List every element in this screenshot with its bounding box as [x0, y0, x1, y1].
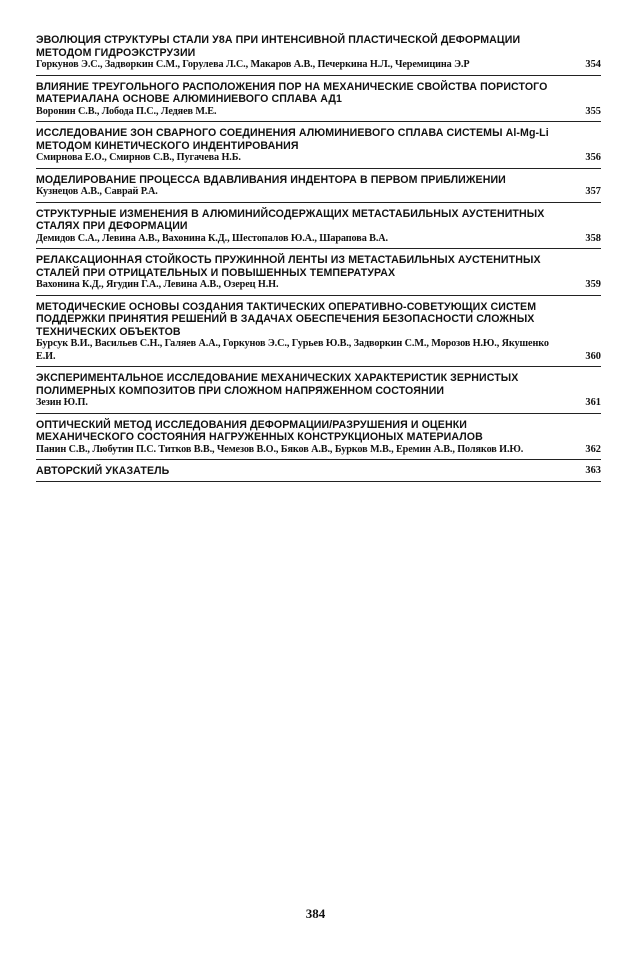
toc-entry: [36, 254, 601, 296]
entry-title: ЭВОЛЮЦИЯ СТРУКТУРЫ СТАЛИ У8А ПРИ ИНТЕНСИВНОЙ ПЛАСТИЧЕСКОЙ ДЕФОРМАЦИИ МЕТОДОМ ГИДРОЭКСТРУЗИИ: [36, 34, 521, 59]
entry-page-number: 354: [585, 59, 601, 70]
entry-authors: Панин С.В., Любутин П.С. Титков В.В., Чемезов В.О., Бяков А.В., Бурков М.В., Еремин А.В., Поляков И.Ю.: [36, 443, 524, 455]
entry-page-number: 362: [585, 443, 601, 455]
entry-page-number: 356: [585, 152, 601, 163]
toc-entry: [36, 419, 601, 461]
entry-title: ИССЛЕДОВАНИЕ ЗОН СВАРНОГО СОЕДИНЕНИЯ АЛЮМИНИЕВОГО СПЛАВА СИСТЕМЫ Al-Mg-Li МЕТОДОМ КИНЕТИЧЕСКОГО ИНДЕНТИРОВАНИЯ: [36, 127, 549, 152]
toc-entry: [36, 465, 601, 482]
toc-entry: [36, 81, 601, 123]
entry-page-number: 359: [585, 279, 601, 290]
entry-title: МЕТОДИЧЕСКИЕ ОСНОВЫ СОЗДАНИЯ ТАКТИЧЕСКИХ ОПЕРАТИВНО-СОВЕТУЮЩИХ СИСТЕМ ПОДДЕРЖКИ ПРИНЯТИЯ РЕШЕНИЙ В ЗАДАЧАХ ОБЕСПЕЧЕНИЯ БЕЗОПАСНОСТИ СЛОЖНЫХ ТЕХНИЧЕСКИХ ОБЪЕКТОВ: [36, 300, 537, 338]
toc-entry: [36, 34, 601, 76]
entry-title: СТРУКТУРНЫЕ ИЗМЕНЕНИЯ В АЛЮМИНИЙСОДЕРЖАЩИХ МЕТАСТАБИЛЬНЫХ АУСТЕНИТНЫХ СТАЛЯХ ПРИ ДЕФОРМАЦИИ: [36, 207, 545, 232]
entry-title: МОДЕЛИРОВАНИЕ ПРОЦЕССА ВДАВЛИВАНИЯ ИНДЕНТОРА В ПЕРВОМ ПРИБЛИЖЕНИИ: [36, 173, 506, 186]
entry-page-number: 355: [585, 105, 601, 117]
entry-title: РЕЛАКСАЦИОННАЯ СТОЙКОСТЬ ПРУЖИННОЙ ЛЕНТЫ ИЗ МЕТАСТАБИЛЬНЫХ АУСТЕНИТНЫХ СТАЛЕЙ ПРИ ОТРИЦАТЕЛЬНЫХ И ПОВЫШЕННЫХ ТЕМПЕРАТУРАХ: [36, 254, 541, 279]
entry-title: ЭКСПЕРИМЕНТАЛЬНОЕ ИССЛЕДОВАНИЕ МЕХАНИЧЕСКИХ ХАРАКТЕРИСТИК ЗЕРНИСТЫХ ПОЛИМЕРНЫХ КОМПОЗИТОВ ПРИ СЛОЖНОМ НАПРЯЖЕННОМ СОСТОЯНИИ: [36, 372, 519, 397]
entry-authors: Смирнова Е.О., Смирнов С.В., Пугачева Н.Б.: [36, 152, 241, 163]
entry-authors: Вахонина К.Д., Ягудин Г.А., Левина А.В., Озерец Н.Н.: [36, 279, 279, 290]
table-of-contents: [36, 34, 601, 487]
entry-title: ОПТИЧЕСКИЙ МЕТОД ИССЛЕДОВАНИЯ ДЕФОРМАЦИИ/РАЗРУШЕНИЯ И ОЦЕНКИ МЕХАНИЧЕСКОГО СОСТОЯНИЯ НАГРУЖЕННЫХ КОНСТРУКЦИОНЫХ МАТЕРИАЛОВ: [36, 418, 483, 443]
entry-authors: Демидов С.А., Левина А.В., Вахонина К.Д., Шестопалов Ю.А., Шарапова В.А.: [36, 232, 388, 244]
page-number: 384: [305, 906, 326, 921]
entry-page-number: 357: [585, 186, 601, 197]
entry-authors: Бурсук В.И., Васильев С.Н., Галяев А.А., Горкунов Э.С., Гурьев Ю.В., Задворкин С.М., Морозов Н.Ю., Якушенко Е.И.: [36, 338, 549, 362]
toc-entry: [36, 208, 601, 250]
entry-authors: Кузнецов А.В., Саврай Р.А.: [36, 186, 158, 197]
entry-page-number: 361: [585, 397, 601, 408]
toc-entry: [36, 301, 601, 368]
toc-entry: [36, 127, 601, 169]
toc-entry: [36, 174, 601, 203]
entry-page-number: 358: [585, 232, 601, 244]
entry-authors: Воронин С.В., Лобода П.С., Ледяев М.Е.: [36, 105, 217, 117]
entry-title: ВЛИЯНИЕ ТРЕУГОЛЬНОГО РАСПОЛОЖЕНИЯ ПОР НА МЕХАНИЧЕСКИЕ СВОЙСТВА ПОРИСТОГО МАТЕРИАЛАНА ОСНОВЕ АЛЮМИНИЕВОГО СПЛАВА АД1: [36, 80, 548, 105]
entry-authors: Горкунов Э.С., Задворкин С.М., Горулева Л.С., Макаров А.В., Печеркина Н.Л., Черемицина Э.Р: [36, 59, 470, 70]
entry-page-number: 360: [585, 350, 601, 362]
toc-entry: [36, 372, 601, 414]
entry-title: АВТОРСКИЙ УКАЗАТЕЛЬ: [36, 465, 170, 477]
entry-page-number: 363: [585, 465, 601, 476]
entry-authors: Зезин Ю.П.: [36, 397, 88, 408]
